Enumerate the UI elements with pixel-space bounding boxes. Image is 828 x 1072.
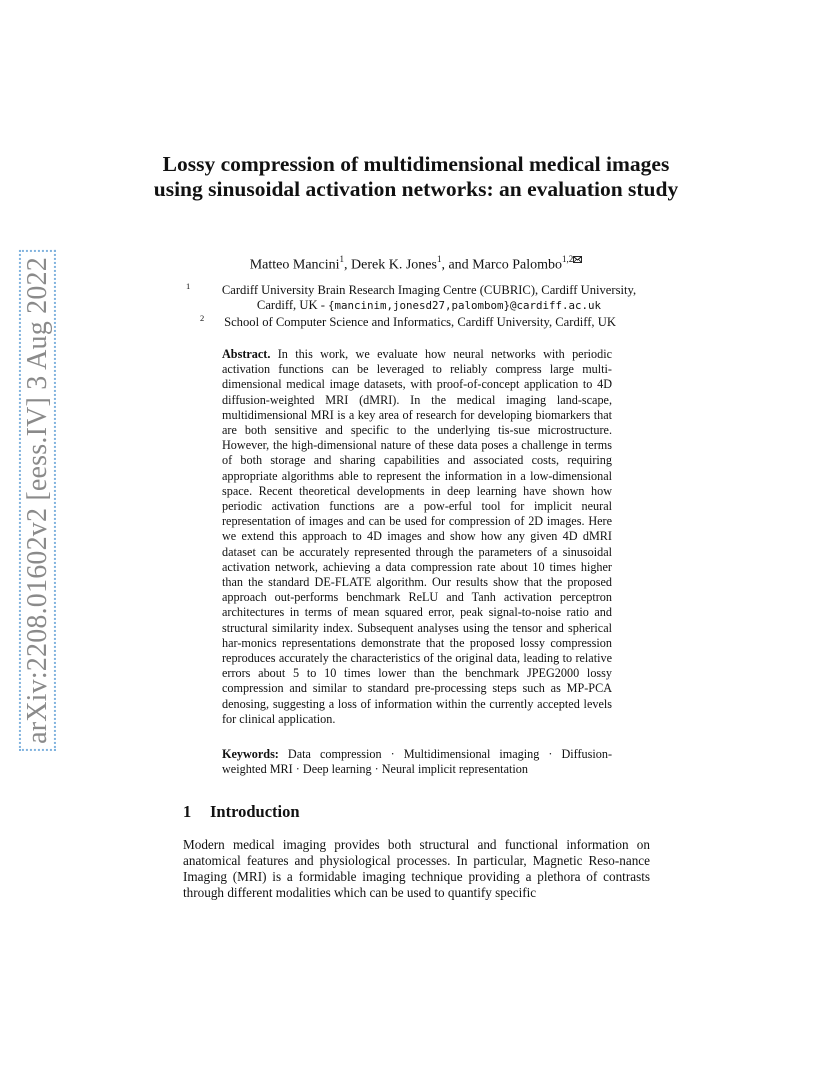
keywords	[222, 747, 612, 777]
abstract-label: Abstract.	[222, 347, 271, 361]
abstract-text: In this work, we evaluate how neural networks with periodic activation functions can be leveraged to reliably compress large multi-dimensional medical image datasets, with proof-of-concept application to 4D diffusion-weighted MRI (dMRI). In the medical imaging land-scape, multidimensional MRI is a key area of research for developing biomarkers that are both sensitive and specific to the underlying tis-sue microstructure. However, the high-dimensional nature of these data poses a challenge in terms of both storage and sharing capabilities and associated costs, requiring appropriate algorithms able to represent the information in a low-dimensional space. Recent theoretical developments in deep learning have shown how periodic activation functions are a pow-erful tool for implicit neural representation of images and can be used for compression of 2D images. Here we extend this approach to 4D images and show how any given 4D dMRI dataset can be accurately represented through the parameters of a sinusoidal activation network, achieving a data compression rate about 10 times higher than the standard DE-FLATE algorithm. Our results show that the proposed approach out-performs benchmark ReLU and Tanh activation perceptron architectures in terms of mean squared error, peak signal-to-noise ratio and structural similarity index. Subsequent analyses using the tensor and spherical har-monics representations demonstrate that the proposed lossy compression reproduces accurately the characteristics of the original data, leading to relative errors about 5 to 10 times lower than the benchmark JPEG2000 lossy compression and similar to standard pre-processing steps such as MP-PCA denosing, suggesting a loss of information within the currently accepted levels for clinical application.	[222, 347, 612, 726]
section-title: Introduction	[210, 802, 300, 821]
affiliation-line: School of Computer Science and Informatics, Cardiff University, Cardiff, UK	[224, 314, 616, 329]
section-heading	[183, 802, 300, 822]
affiliation-line: Cardiff University Brain Research Imaging Centre (CUBRIC), Cardiff University,	[221, 283, 637, 297]
arxiv-side-stamp[interactable]	[17, 256, 57, 744]
author-separator: , and	[441, 257, 473, 273]
affiliations	[180, 283, 660, 330]
arxiv-identifier[interactable]: arXiv:2208.01602v2 [eess.IV] 3 Aug 2022	[19, 250, 56, 751]
keywords-label: Keywords:	[222, 747, 279, 761]
author-emails[interactable]: {mancinim,jonesd27,palombom}@cardiff.ac.uk	[328, 299, 602, 313]
author-affiliation-mark: 1	[339, 254, 345, 264]
author-list	[150, 252, 682, 274]
paper-title: Lossy compression of multidimensional medical images using sinusoidal activation networks: an evaluation study	[153, 152, 679, 201]
envelope-icon	[573, 252, 582, 259]
author-name: Marco Palombo	[472, 257, 563, 273]
author-name: Matteo Mancini	[249, 257, 340, 273]
author-affiliation-mark: 1	[436, 254, 442, 264]
affiliation-number: 1	[186, 281, 191, 291]
author-name: Derek K. Jones	[351, 257, 437, 273]
affiliation-number: 2	[200, 312, 205, 323]
affiliation-2	[180, 312, 660, 330]
section-number: 1	[183, 802, 192, 821]
body-paragraph: Modern medical imaging provides both structural and functional information on anatomical features and physiological processes. In particular, Magnetic Reso-nance Imaging (MRI) is a formidable imaging technique providing a plethora of contrasts through different modalities which can be used to quantify specific	[183, 837, 650, 900]
author-separator: ,	[344, 257, 352, 273]
affiliation-1	[180, 283, 660, 314]
author-affiliation-mark: 1,2	[562, 254, 574, 264]
keywords-text: Data compression · Multidimensional imaging · Diffusion-weighted MRI · Deep learning · Neural implicit representation	[222, 747, 613, 777]
affiliation-line-prefix: Cardiff, UK -	[256, 298, 329, 313]
abstract	[222, 347, 612, 727]
